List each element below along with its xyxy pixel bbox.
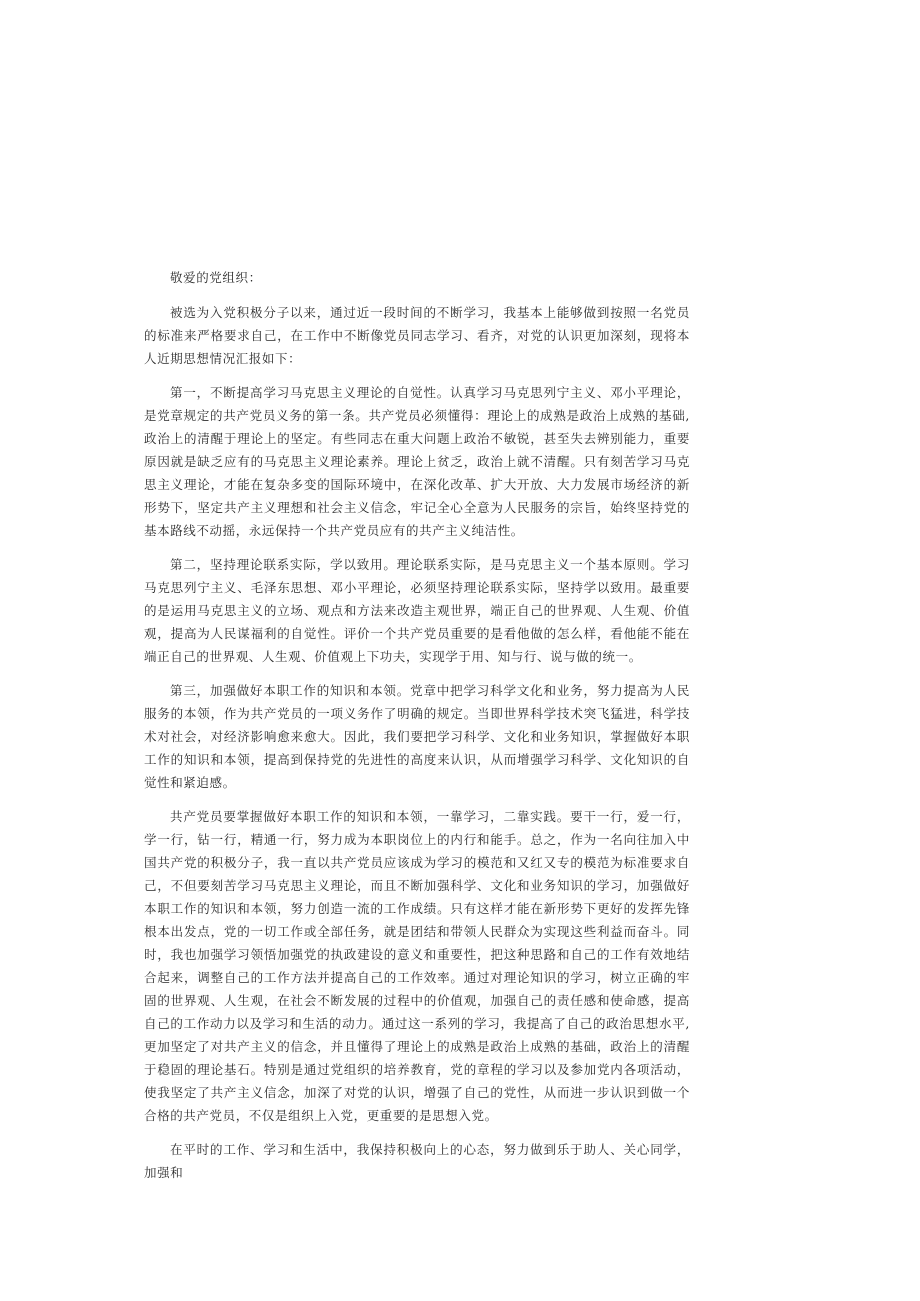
letter-body [144, 266, 690, 1195]
paragraph-intro: 被选为入党积极分子以来，通过近一段时间的不断学习，我基本上能够做到按照一名党员的标准来严格要求自己，在工作中不断像党员同志学习、看齐，对党的认识更加深刻，现将本人近期思想情况汇报如下： [144, 305, 690, 366]
paragraph-daily-life: 在平时的工作、学习和生活中，我保持积极向上的心态，努力做到乐于助人、关心同学，加强和 [144, 1142, 690, 1180]
salutation: 敬爱的党组织： [170, 270, 262, 285]
paragraph-third-point: 第三，加强做好本职工作的知识和本领。党章中把学习科学文化和业务，努力提高为人民服务的本领，作为共产党员的一项义务作了明确的规定。当即世界科学技术突飞猛进，科学技术对社会，对经济影响愈来愈大。因此，我们要把学习科学、文化和业务知识，掌握做好本职工作的知识和本领，提高到保持党的先进性的高度来认识，从而增强学习科学、文化知识的自觉性和紧迫感。 [144, 683, 690, 790]
paragraph-second-point: 第二，坚持理论联系实际，学以致用。理论联系实际，是马克思主义一个基本原则。学习马克思列宁主义、毛泽东思想、邓小平理论，必须坚持理论联系实际，坚持学以致用。最重要的是运用马克思主义的立场、观点和方法来改造主观世界，端正自己的世界观、人生观、价值观，提高为人民谋福利的自觉性。评价一个共产党员重要的是看他做的怎么样，看他能不能在端正自己的世界观、人生观、价值观上下功夫，实现学于用、知与行、说与做的统一。 [144, 557, 690, 664]
paragraph-knowledge-and-skill: 共产党员要掌握做好本职工作的知识和本领，一靠学习，二靠实践。要干一行，爱一行，学一行，钻一行，精通一行，努力成为本职岗位上的内行和能手。总之，作为一名向往加入中国共产党的积极分子，我一直以共产党员应该成为学习的模范和又红又专的模范为标准要求自己，不但要刻苦学习马克思主义理论，而且不断加强科学、文化和业务知识的学习，加强做好本职工作的知识和本领，努力创造一流的工作成绩。只有这样才能在新形势下更好的发挥先锋根本出发点，党的一切工作或全部任务，就是团结和带领人民群众为实现这些利益而奋斗。同时，我也加强学习领悟加强党的执政建设的意义和重要性，把这种思路和自己的工作有效地结合起来，调整自己的工作方法并提高自己的工作效率。通过对理论知识的学习，树立正确的牢固的世界观、人生观，在社会不断发展的过程中的价值观，加强自己的责任感和使命感，提高自己的工作动力以及学习和生活的动力。通过这一系列的学习，我提高了自己的政治思想水平,更加坚定了对共产主义的信念，并且懂得了理论上的成熟是政治上成熟的基础，政治上的清醒于稳固的理论基石。特别是通过党组织的培养教育，党的章程的学习以及参加党内各项活动，使我坚定了共产主义信念，加深了对党的认识，增强了自己的党性，从而进一步认识到做一个合格的共产党员，不仅是组织上入党，更重要的是思想入党。 [144, 809, 690, 1123]
paragraph-first-point: 第一，不断提高学习马克思主义理论的自觉性。认真学习马克思列宁主义、邓小平理论，是党章规定的共产党员义务的第一条。共产党员必须懂得：理论上的成熟是政治上成熟的基础,政治上的清醒于理论上的坚定。有些同志在重大问题上政治不敏锐，甚至失去辨别能力，重要原因就是缺乏应有的马克思主义理论素养。理论上贫乏，政治上就不清醒。只有刻苦学习马克思主义理论，才能在复杂多变的国际环境中，在深化改革、扩大开放、大力发展市场经济的新形势下，坚定共产主义理想和社会主义信念，牢记全心全意为人民服务的宗旨，始终坚持党的基本路线不动摇，永远保持一个共产党员应有的共产主义纯洁性。 [144, 385, 690, 538]
